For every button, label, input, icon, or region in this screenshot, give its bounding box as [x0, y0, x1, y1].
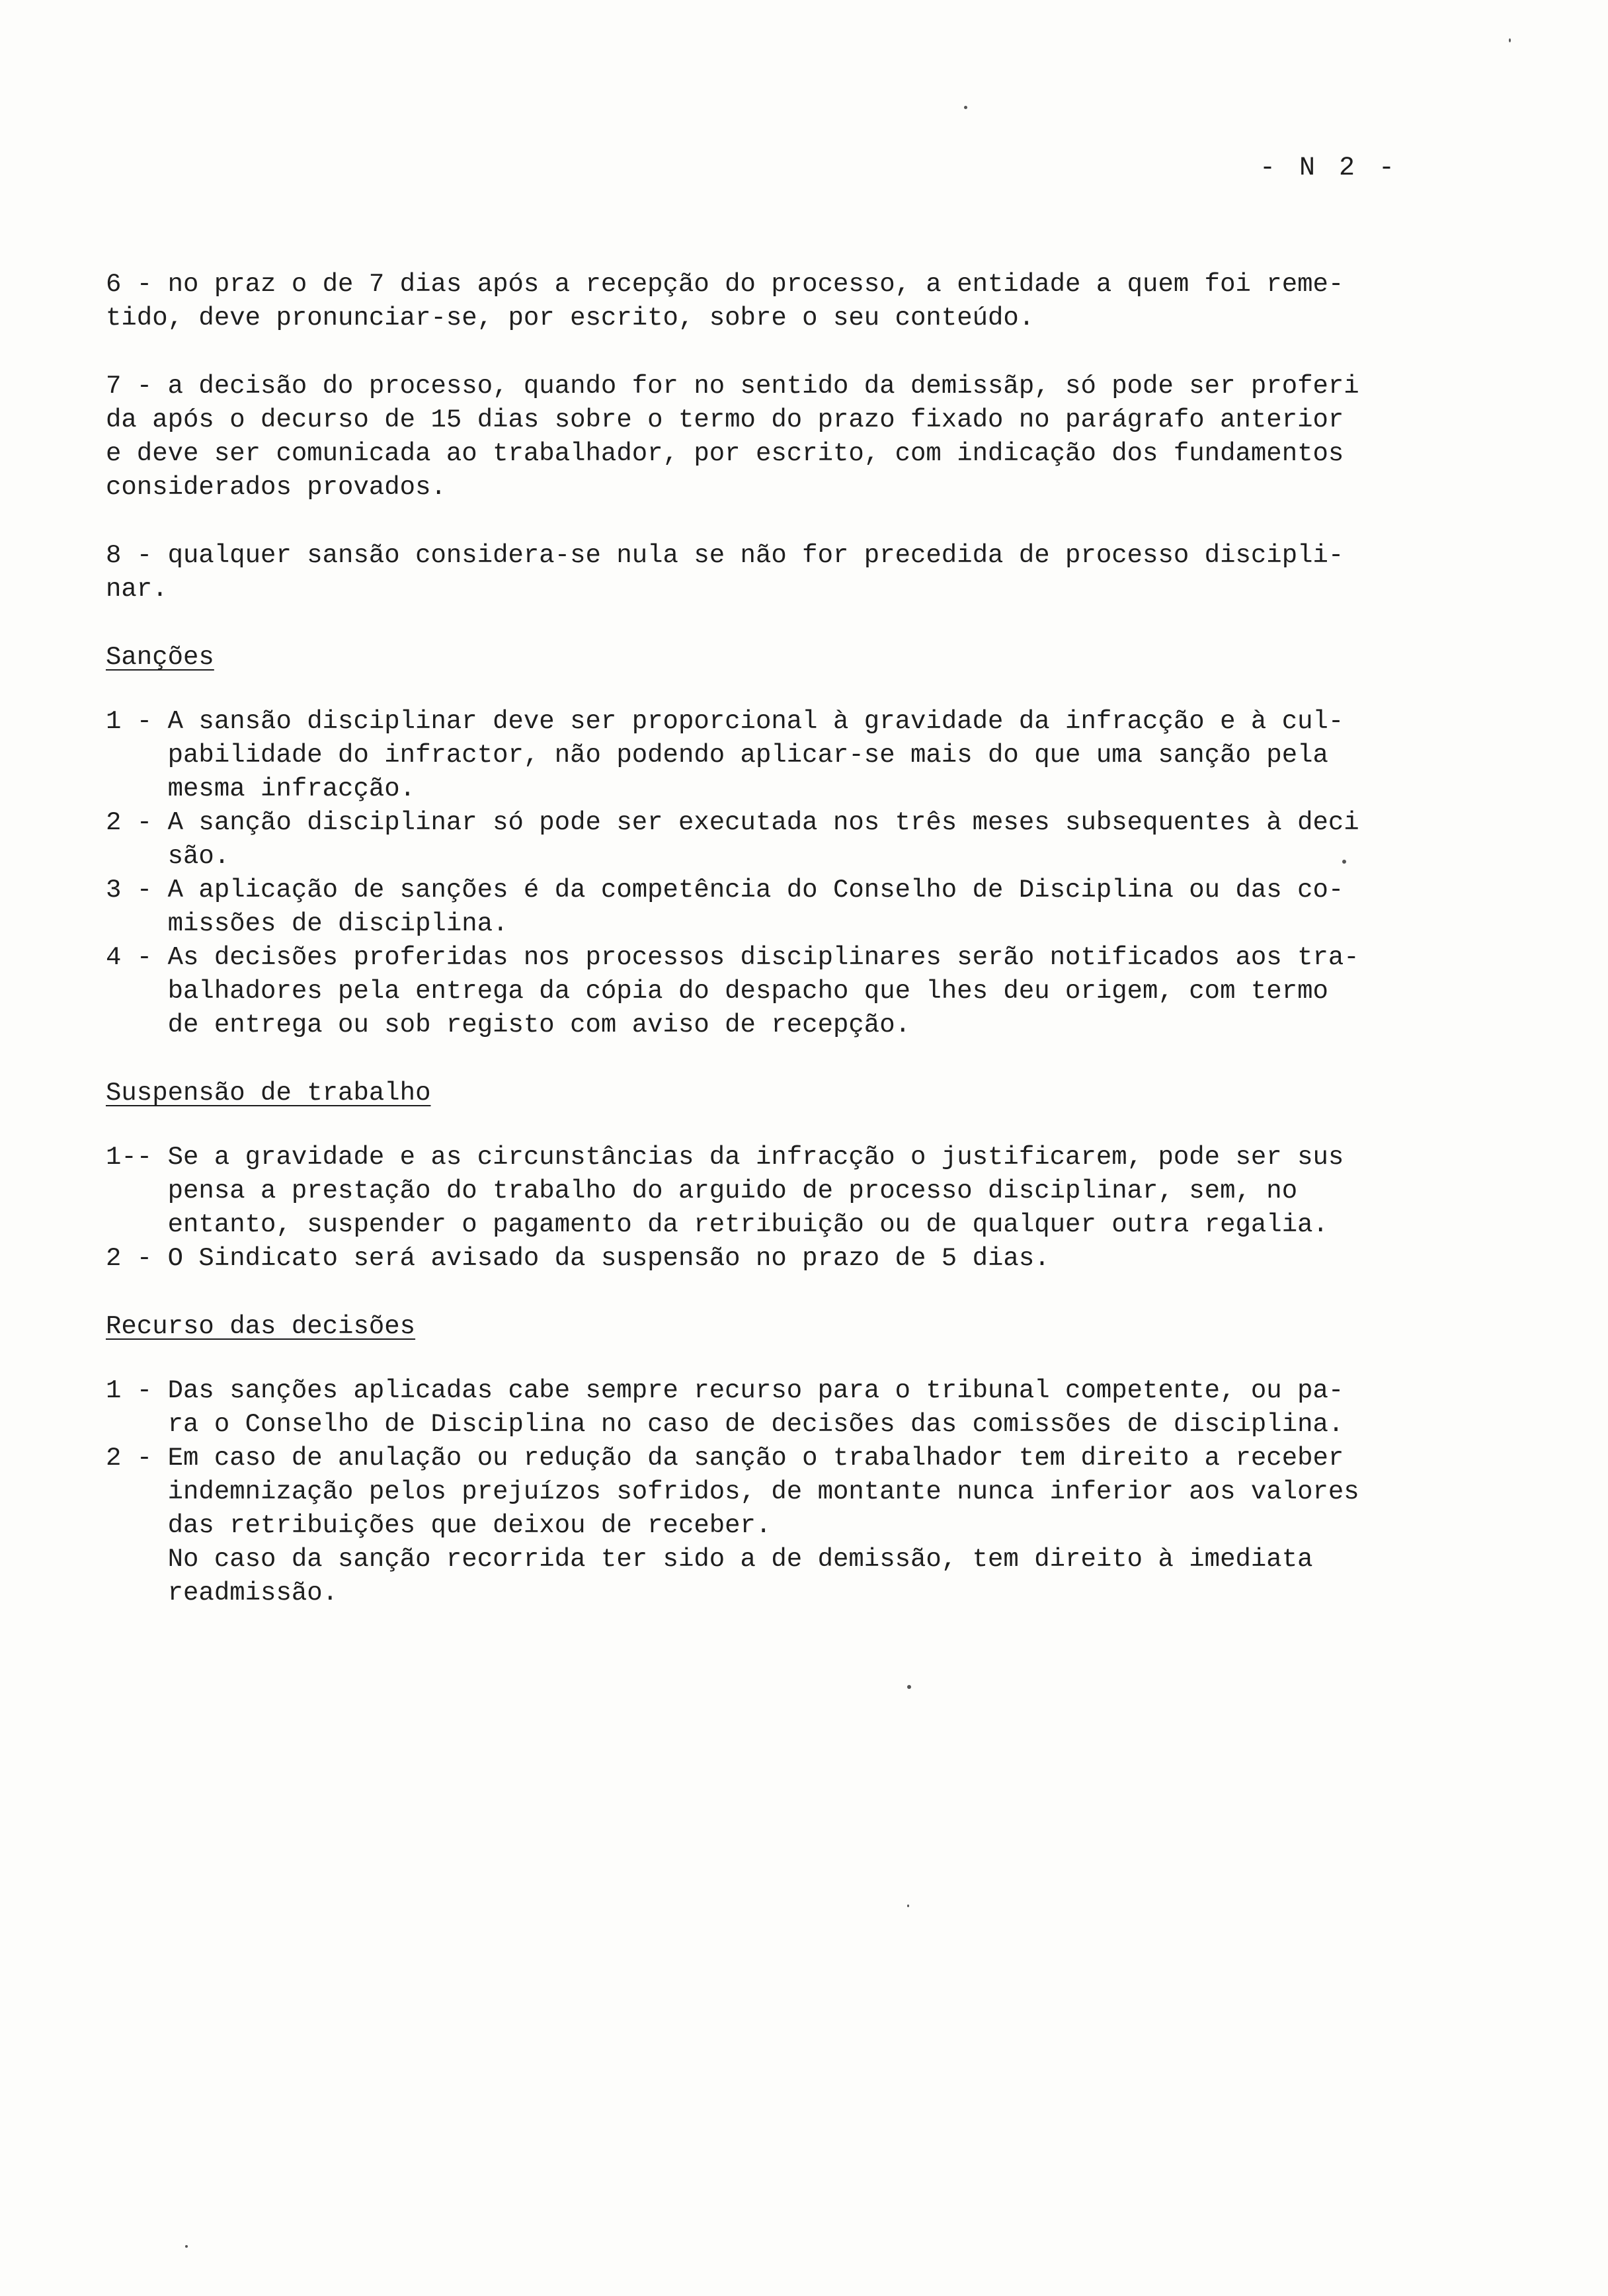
text-line: de entrega ou sob registo com aviso de recepção.: [106, 1010, 910, 1040]
text-line: missões de disciplina.: [106, 909, 508, 938]
page-number: - N 2 -: [1260, 153, 1399, 183]
section-heading: Sanções: [106, 643, 214, 672]
text-line: No caso da sanção recorrida ter sido a de demissão, tem direito à imediata: [106, 1545, 1313, 1574]
text-line: da após o decurso de 15 dias sobre o termo do prazo fixado no parágrafo anterior: [106, 405, 1344, 434]
list-item: [106, 941, 1461, 1042]
list-item: [106, 874, 1461, 941]
text-line: 1-- Se a gravidade e as circunstâncias da infracção o justificarem, pode ser sus: [106, 1143, 1344, 1172]
text-line: 2 - Em caso de anulação ou redução da sanção o trabalhador tem direito a receber: [106, 1444, 1344, 1473]
list-item: [106, 806, 1461, 874]
section-recurso: [106, 1310, 1461, 1610]
list-item: [106, 1141, 1461, 1242]
text-line: 3 - A aplicação de sanções é da competência do Conselho de Disciplina ou das co-: [106, 876, 1344, 905]
text-line: indemnização pelos prejuízos sofridos, de montante nunca inferior aos valores: [106, 1477, 1359, 1506]
text-line: 6 - no praz o de 7 dias após a recepção do processo, a entidade a quem foi reme-: [106, 270, 1344, 299]
text-line: 1 - Das sanções aplicadas cabe sempre recurso para o tribunal competente, ou pa-: [106, 1376, 1344, 1405]
list-item: [106, 1242, 1461, 1276]
text-line: 2 - A sanção disciplinar só pode ser executada nos três meses subsequentes à deci: [106, 808, 1359, 837]
section-sancoes: [106, 641, 1461, 1042]
paragraph-8: [106, 539, 1461, 606]
list-item: [106, 1374, 1461, 1442]
text-line: 1 - A sansão disciplinar deve ser proporcional à gravidade da infracção e à cul-: [106, 707, 1344, 736]
paragraph-6: [106, 268, 1461, 335]
text-line: são.: [106, 842, 230, 871]
text-line: 2 - O Sindicato será avisado da suspensão no prazo de 5 dias.: [106, 1244, 1050, 1273]
section-heading: Suspensão de trabalho: [106, 1079, 431, 1108]
section-heading: Recurso das decisões: [106, 1312, 416, 1341]
text-line: das retribuições que deixou de receber.: [106, 1511, 772, 1540]
scan-speck: [185, 2245, 188, 2248]
text-line: e deve ser comunicada ao trabalhador, por escrito, com indicação dos fundamentos: [106, 439, 1344, 468]
scan-speck: [907, 1685, 911, 1689]
scan-speck: [1342, 860, 1346, 864]
text-line: 8 - qualquer sansão considera-se nula se não for precedida de processo discipli-: [106, 541, 1344, 570]
list-item: [106, 705, 1461, 806]
text-line: 4 - As decisões proferidas nos processos disciplinares serão notificados aos tra-: [106, 943, 1359, 972]
scan-speck: [964, 106, 967, 109]
text-line: 7 - a decisão do processo, quando for no sentido da demissãp, só pode ser proferi: [106, 372, 1359, 401]
text-line: pensa a prestação do trabalho do arguido de processo disciplinar, sem, no: [106, 1176, 1298, 1206]
text-line: readmissão.: [106, 1578, 339, 1608]
text-line: mesma infracção.: [106, 774, 416, 803]
scan-speck: [907, 1905, 909, 1907]
scan-speck: [1509, 38, 1511, 42]
section-suspensao: [106, 1077, 1461, 1276]
text-line: considerados provados.: [106, 473, 446, 502]
text-line: tido, deve pronunciar-se, por escrito, sobre o seu conteúdo.: [106, 304, 1035, 333]
text-line: pabilidade do infractor, não podendo aplicar-se mais do que uma sanção pela: [106, 741, 1328, 770]
list-item: [106, 1442, 1461, 1610]
paragraph-7: [106, 370, 1461, 505]
text-line: balhadores pela entrega da cópia do despacho que lhes deu origem, com termo: [106, 977, 1328, 1006]
text-line: ra o Conselho de Disciplina no caso de decisões das comissões de disciplina.: [106, 1410, 1344, 1439]
document-body: [106, 268, 1461, 1610]
text-line: nar.: [106, 575, 168, 604]
text-line: entanto, suspender o pagamento da retribuição ou de qualquer outra regalia.: [106, 1210, 1328, 1239]
